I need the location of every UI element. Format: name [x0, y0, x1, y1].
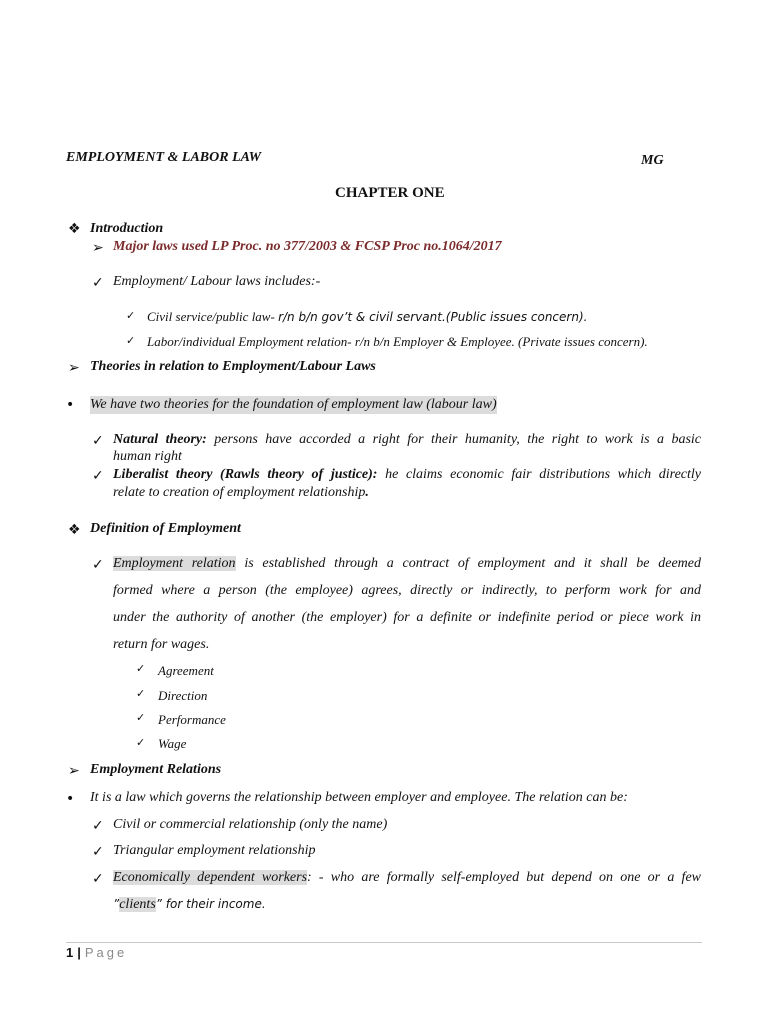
- definition-line2: formed where a person (the employee) agrees, directly or indirectly, to perform work for and: [113, 583, 701, 598]
- page-footer: [66, 944, 127, 962]
- natural-theory-line2: human right: [113, 449, 182, 464]
- relation-economically-dependent: Economically dependent workers: - who are formally self-employed but depend on one or a few: [113, 870, 701, 885]
- element-performance: Performance: [158, 712, 226, 727]
- check-icon: ✓: [92, 818, 104, 834]
- definition-line3: under the authority of another (the employer) for a definite or indefinite period or piece work in: [113, 610, 701, 625]
- arrow-bullet-icon: ➢: [68, 360, 80, 376]
- civil-service-detail: r/n b/n gov’t & civil servant.(Public issues concern).: [278, 310, 588, 324]
- definition-line1: Employment relation is established through a contract of employment and it shall be deemed: [113, 556, 702, 571]
- relation-civil-commercial: Civil or commercial relationship (only the name): [113, 817, 388, 832]
- check-icon: ✓: [92, 844, 104, 860]
- relation-triangular: Triangular employment relationship: [113, 843, 316, 858]
- major-laws-line: Major laws used LP Proc. no 377/2003 & FCSP Proc no.1064/2017: [113, 239, 502, 254]
- check-icon: ✓: [92, 557, 104, 573]
- check-icon: ✓: [92, 275, 104, 291]
- liberalist-theory-line1: Liberalist theory (Rawls theory of justice): he claims economic fair distributions which directly: [113, 467, 701, 482]
- element-wage: Wage: [158, 736, 187, 751]
- relations-heading: Employment Relations: [90, 762, 222, 777]
- natural-theory-line1: Natural theory: persons have accorded a right for their humanity, the right to work is a basic: [113, 432, 701, 447]
- chapter-heading: CHAPTER ONE: [335, 185, 445, 201]
- footer-divider: [66, 942, 702, 943]
- civil-service-line: [147, 309, 587, 325]
- employment-relation-term: Employment relation: [113, 556, 236, 571]
- labor-relation-line: Labor/individual Employment relation- r/n b/n Employer & Employee. (Private issues concern).: [147, 334, 648, 349]
- clients-line: ”clients” for their income.: [113, 897, 266, 912]
- diamond-bullet-icon: ❖: [68, 221, 81, 237]
- check-icon: ✓: [136, 711, 146, 724]
- intro-heading: Introduction: [90, 221, 164, 236]
- check-icon: ✓: [126, 309, 136, 322]
- page-label: Page: [84, 945, 128, 960]
- arrow-bullet-icon: ➢: [68, 763, 80, 779]
- page-number: 1: [66, 945, 74, 960]
- author-initials: MG: [641, 153, 664, 168]
- check-icon: ✓: [92, 433, 104, 449]
- element-agreement: Agreement: [158, 663, 214, 678]
- economically-dependent-term: Economically dependent workers: [113, 870, 308, 885]
- check-icon: ✓: [92, 468, 104, 484]
- definition-heading: Definition of Employment: [90, 521, 241, 536]
- theories-heading: Theories in relation to Employment/Labour Laws: [90, 359, 376, 374]
- diamond-bullet-icon: ❖: [68, 522, 81, 538]
- document-title: EMPLOYMENT & LABOR LAW: [66, 150, 262, 165]
- page-separator: |: [77, 945, 81, 960]
- relations-intro-line: It is a law which governs the relationship between employer and employee. The relation can be:: [90, 790, 628, 805]
- check-icon: ✓: [92, 871, 104, 887]
- check-icon: ✓: [136, 662, 146, 675]
- civil-service-label: Civil service/public law-: [147, 309, 279, 324]
- check-icon: ✓: [126, 334, 136, 347]
- check-icon: ✓: [136, 736, 146, 749]
- definition-line4: return for wages.: [113, 637, 210, 652]
- arrow-bullet-icon: ➢: [92, 240, 104, 256]
- laws-includes-line: Employment/ Labour laws includes:-: [113, 274, 321, 289]
- liberalist-theory-label: Liberalist theory (Rawls theory of justice):: [113, 467, 378, 482]
- element-direction: Direction: [158, 688, 208, 703]
- natural-theory-label: Natural theory:: [113, 432, 207, 447]
- clients-term: clients: [119, 897, 156, 912]
- dot-bullet-icon: •: [66, 397, 75, 413]
- check-icon: ✓: [136, 687, 146, 700]
- liberalist-theory-line2: relate to creation of employment relationship.: [113, 485, 369, 500]
- two-theories-line: We have two theories for the foundation of employment law (labour law): [90, 397, 497, 412]
- dot-bullet-icon: •: [66, 791, 75, 807]
